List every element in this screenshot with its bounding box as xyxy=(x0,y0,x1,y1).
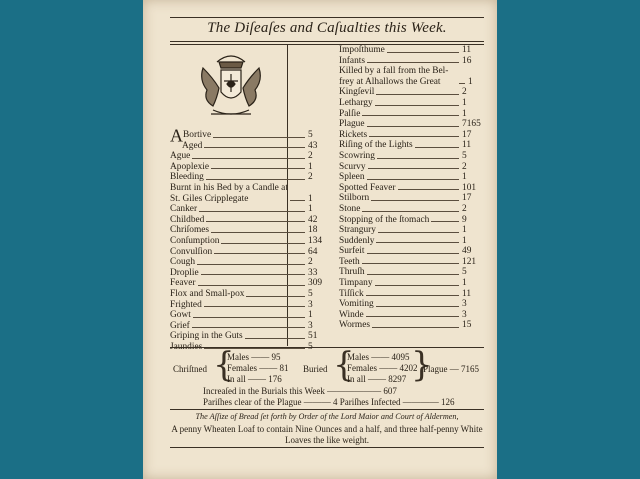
disease-row xyxy=(339,98,484,109)
death-count: 1 xyxy=(462,97,467,108)
disease-name xyxy=(170,278,196,289)
coat-of-arms-emblem xyxy=(191,48,271,128)
disease-row xyxy=(339,246,484,257)
disease-row xyxy=(339,162,484,173)
leader-line xyxy=(372,327,459,328)
disease-name xyxy=(170,225,209,236)
leader-line xyxy=(211,232,305,233)
plague-total: Plague — 7165 xyxy=(423,364,479,374)
leader-line xyxy=(367,274,459,275)
disease-label: Cough xyxy=(170,257,196,268)
leader-line xyxy=(369,136,459,137)
disease-label: Gowt xyxy=(170,310,191,321)
leader-line xyxy=(459,83,465,84)
leader-line xyxy=(192,158,305,159)
disease-label: Teeth xyxy=(339,256,360,267)
leader-line xyxy=(198,285,305,286)
disease-name xyxy=(170,151,190,162)
leader-line xyxy=(206,221,305,222)
buried-all: In all —— 8297 xyxy=(347,374,407,384)
leader-line xyxy=(221,243,305,244)
top-rule xyxy=(170,17,484,18)
death-count: 134 xyxy=(308,235,323,246)
disease-label: Stone xyxy=(339,203,361,214)
disease-row xyxy=(170,172,330,183)
disease-name xyxy=(170,331,243,342)
leader-line xyxy=(362,211,459,212)
leader-line xyxy=(367,126,459,127)
disease-label: Killed by a fall from the Bel-frey at Alhallows the Great xyxy=(339,66,449,87)
disease-row xyxy=(339,320,484,331)
disease-label: Ague xyxy=(170,151,191,162)
death-count: 1 xyxy=(308,310,313,321)
disease-name xyxy=(339,130,367,141)
leader-line xyxy=(204,306,305,307)
disease-name xyxy=(170,247,212,258)
disease-row xyxy=(170,162,330,173)
buried-males: Males —— 4095 xyxy=(347,352,410,362)
disease-row xyxy=(339,236,484,247)
disease-row xyxy=(339,193,484,204)
leader-line xyxy=(375,285,459,286)
leader-line xyxy=(214,253,305,254)
death-count: 1 xyxy=(308,193,313,204)
disease-row xyxy=(339,310,484,321)
leader-line xyxy=(366,295,459,296)
christned-males: Males —— 95 xyxy=(227,352,281,362)
disease-label: Surfeit xyxy=(339,246,365,257)
death-count: 7165 xyxy=(462,119,481,130)
disease-label: Kingſevil xyxy=(339,87,375,98)
death-count: 3 xyxy=(308,299,313,310)
page-title: The Diſeaſes and Caſualties this Week. xyxy=(207,20,447,36)
disease-row xyxy=(339,130,484,141)
death-count: 121 xyxy=(462,256,477,267)
disease-row xyxy=(339,45,484,56)
disease-name xyxy=(170,321,190,332)
leader-line xyxy=(398,189,460,190)
disease-row xyxy=(170,300,330,311)
disease-label: Jaundies xyxy=(170,341,203,352)
leader-line xyxy=(197,264,305,265)
disease-name xyxy=(339,299,374,310)
death-count: 1 xyxy=(308,161,313,172)
disease-name xyxy=(339,246,365,257)
increased-burials: Increaſed in the Burials this Week —————— 607 xyxy=(203,386,397,396)
death-count: 3 xyxy=(308,320,313,331)
christned-brace: { xyxy=(213,345,235,385)
death-count: 43 xyxy=(308,140,318,151)
death-count: 101 xyxy=(462,182,477,193)
death-count: 33 xyxy=(308,267,318,278)
disease-name xyxy=(170,257,195,268)
disease-row xyxy=(170,268,330,279)
title-rule xyxy=(170,41,484,42)
disease-name xyxy=(170,310,191,321)
death-count: 49 xyxy=(462,246,472,257)
leader-line xyxy=(367,253,459,254)
disease-name xyxy=(170,300,202,311)
disease-row xyxy=(170,183,330,204)
christned-all: In all —— 176 xyxy=(227,374,282,384)
leader-line xyxy=(204,147,305,148)
disease-row xyxy=(170,321,330,332)
death-count: 17 xyxy=(462,129,472,140)
parishes-line: Pariſhes clear of the Plague ——— 4 Pariſhes Infected ———— 126 xyxy=(203,397,455,407)
disease-row xyxy=(170,204,330,215)
disease-row xyxy=(339,183,484,194)
disease-label: Strangury xyxy=(339,225,376,236)
diseases-right-column xyxy=(339,45,484,331)
disease-label: Infants xyxy=(339,55,366,66)
disease-label: Thruſh xyxy=(339,267,365,278)
disease-row xyxy=(339,299,484,310)
disease-row xyxy=(170,151,330,162)
leader-line xyxy=(376,94,459,95)
disease-name xyxy=(170,183,288,204)
disease-label: Lethargy xyxy=(339,97,373,108)
disease-row xyxy=(339,289,484,300)
leader-line xyxy=(415,147,459,148)
leader-line xyxy=(192,327,305,328)
disease-row xyxy=(339,66,484,87)
disease-name xyxy=(170,204,197,215)
disease-name xyxy=(339,151,375,162)
disease-name xyxy=(339,310,364,321)
death-count: 5 xyxy=(308,341,313,352)
disease-row xyxy=(339,267,484,278)
leader-line xyxy=(367,62,459,63)
death-count: 1 xyxy=(462,235,467,246)
death-count: 2 xyxy=(462,203,467,214)
disease-name xyxy=(339,236,374,247)
buried-label: Buried xyxy=(303,364,328,374)
disease-name xyxy=(339,193,369,204)
disease-label: Vomiting xyxy=(339,299,374,310)
disease-label: Plague xyxy=(339,119,365,130)
disease-row xyxy=(170,278,330,289)
death-count: 1 xyxy=(462,108,467,119)
death-count: 5 xyxy=(462,150,467,161)
bottom-rule xyxy=(170,447,484,448)
disease-row xyxy=(170,331,330,342)
disease-label: Aged xyxy=(182,140,203,151)
disease-label: Grief xyxy=(170,320,190,331)
leader-line xyxy=(362,115,459,116)
disease-row xyxy=(170,225,330,236)
death-count: 11 xyxy=(462,140,472,151)
disease-name xyxy=(339,87,374,98)
disease-label: Palſie xyxy=(339,108,361,119)
death-count: 1 xyxy=(462,172,467,183)
death-count: 1 xyxy=(462,225,467,236)
disease-label: Scurvy xyxy=(339,161,366,172)
disease-label: Conſumption xyxy=(170,235,220,246)
disease-name xyxy=(339,56,365,67)
bill-of-mortality-page xyxy=(143,0,497,479)
disease-name xyxy=(170,289,244,300)
christned-label: Chriſtned xyxy=(173,364,207,374)
disease-label: Winde xyxy=(339,309,364,320)
disease-name xyxy=(339,140,413,151)
disease-row xyxy=(170,215,330,226)
disease-name xyxy=(339,320,370,331)
disease-name xyxy=(339,183,396,194)
death-count: 1 xyxy=(468,76,473,87)
disease-name xyxy=(339,204,360,215)
disease-row xyxy=(170,310,330,321)
leader-line xyxy=(213,137,305,138)
disease-name xyxy=(170,172,204,183)
death-count: 9 xyxy=(462,214,467,225)
leader-line xyxy=(376,242,459,243)
death-count: 64 xyxy=(308,246,318,257)
leader-line xyxy=(246,296,305,297)
leader-line xyxy=(199,211,305,212)
death-count: 5 xyxy=(308,288,313,299)
disease-name xyxy=(170,236,219,247)
disease-name xyxy=(339,162,366,173)
disease-label: Droplie xyxy=(170,267,199,278)
disease-row xyxy=(339,257,484,268)
disease-name xyxy=(170,162,209,173)
disease-name xyxy=(339,119,365,130)
death-count: 11 xyxy=(462,288,472,299)
leader-line xyxy=(367,179,459,180)
disease-row xyxy=(339,278,484,289)
death-count: 3 xyxy=(462,299,467,310)
disease-name xyxy=(170,268,199,279)
buried-close-brace: } xyxy=(411,345,433,385)
disease-label: Riſing of the Lights xyxy=(339,140,413,151)
disease-row xyxy=(339,109,484,120)
death-count: 16 xyxy=(462,55,472,66)
disease-name xyxy=(339,225,376,236)
disease-label: Flox and Small-pox xyxy=(170,288,245,299)
death-count: 51 xyxy=(308,331,318,342)
death-count: 17 xyxy=(462,193,472,204)
disease-row xyxy=(339,215,484,226)
disease-name xyxy=(339,289,364,300)
leader-line xyxy=(290,200,305,201)
disease-row xyxy=(170,141,330,152)
disease-row xyxy=(339,204,484,215)
disease-row xyxy=(339,56,484,67)
disease-label: Wormes xyxy=(339,320,371,331)
leader-line xyxy=(375,105,459,106)
disease-row xyxy=(339,151,484,162)
leader-line xyxy=(206,179,305,180)
assize-text: A penny Wheaten Loaf to contain Nine Ounces and a half, and three half-penny White Loaves the like weight. xyxy=(171,424,483,445)
death-count: 1 xyxy=(308,204,313,215)
disease-name xyxy=(339,45,385,56)
disease-row xyxy=(339,87,484,98)
disease-label: Spotted Feaver xyxy=(339,182,396,193)
disease-label: Tiſſick xyxy=(339,288,364,299)
leader-line xyxy=(371,200,459,201)
disease-label: Scowring xyxy=(339,150,375,161)
death-count: 11 xyxy=(462,45,472,55)
leader-line xyxy=(245,338,305,339)
death-count: 2 xyxy=(308,172,313,183)
disease-name xyxy=(170,141,202,152)
leader-line xyxy=(377,158,459,159)
leader-line xyxy=(431,221,459,222)
disease-label: Spleen xyxy=(339,172,365,183)
leader-line xyxy=(362,263,459,264)
death-count: 1 xyxy=(462,278,467,289)
disease-name xyxy=(339,257,360,268)
disease-row xyxy=(170,236,330,247)
disease-label: Burnt in his Bed by a Candle at St. Giles Cripplegate xyxy=(170,182,288,204)
disease-name xyxy=(339,267,365,278)
disease-label: Timpany xyxy=(339,278,373,289)
disease-name xyxy=(339,215,429,226)
death-count: 2 xyxy=(308,257,313,268)
disease-label: Chriſomes xyxy=(170,225,210,236)
leader-line xyxy=(387,52,459,53)
leader-line xyxy=(376,306,459,307)
disease-label: Stopping of the ſtomach xyxy=(339,214,430,225)
disease-label: Stilborn xyxy=(339,193,370,204)
leader-line xyxy=(201,274,305,275)
death-count: 18 xyxy=(308,225,318,236)
diseases-left-column xyxy=(170,125,330,352)
leader-line xyxy=(368,168,459,169)
buried-brace: { xyxy=(333,345,355,385)
death-count: 2 xyxy=(462,161,467,172)
christned-females: Females —— 81 xyxy=(227,363,289,373)
death-count: 309 xyxy=(308,278,323,289)
disease-label: Apoplexie xyxy=(170,161,210,172)
disease-row xyxy=(170,247,330,258)
disease-label: Bleeding xyxy=(170,172,204,183)
disease-row xyxy=(170,257,330,268)
death-count: 2 xyxy=(462,87,467,98)
disease-row xyxy=(339,172,484,183)
death-count: 3 xyxy=(462,309,467,320)
disease-label: Impoſthume xyxy=(339,45,385,55)
disease-name xyxy=(339,66,457,87)
disease-label: Canker xyxy=(170,204,198,215)
disease-label: Bortive xyxy=(183,130,212,140)
assize-heading: The Aſſize of Bread ſet forth by Order of the Lord Maior and Court of Aldermen, xyxy=(195,412,459,421)
disease-name xyxy=(339,278,373,289)
leader-line xyxy=(193,317,305,318)
buried-females: Females —— 4202 xyxy=(347,363,418,373)
disease-label: Convulſion xyxy=(170,246,213,257)
disease-label: Frighted xyxy=(170,299,202,310)
leader-line xyxy=(378,232,459,233)
disease-row xyxy=(339,119,484,130)
assize-rule xyxy=(170,409,484,410)
disease-row xyxy=(170,289,330,300)
disease-name xyxy=(339,98,373,109)
drop-capital: A xyxy=(170,125,183,146)
disease-row xyxy=(339,140,484,151)
disease-name xyxy=(339,109,360,120)
disease-label: Childbed xyxy=(170,214,205,225)
disease-label: Suddenly xyxy=(339,235,375,246)
leader-line xyxy=(211,168,305,169)
death-count: 2 xyxy=(308,151,313,162)
disease-row xyxy=(339,225,484,236)
death-count: 42 xyxy=(308,214,318,225)
disease-label: Griping in the Guts xyxy=(170,331,243,342)
leader-line xyxy=(366,316,459,317)
death-count: 5 xyxy=(308,130,313,140)
disease-label: Rickets xyxy=(339,129,368,140)
death-count: 15 xyxy=(462,320,472,331)
disease-name xyxy=(170,215,204,226)
disease-label: Feaver xyxy=(170,278,196,289)
death-count: 5 xyxy=(462,267,467,278)
disease-name xyxy=(339,172,365,183)
